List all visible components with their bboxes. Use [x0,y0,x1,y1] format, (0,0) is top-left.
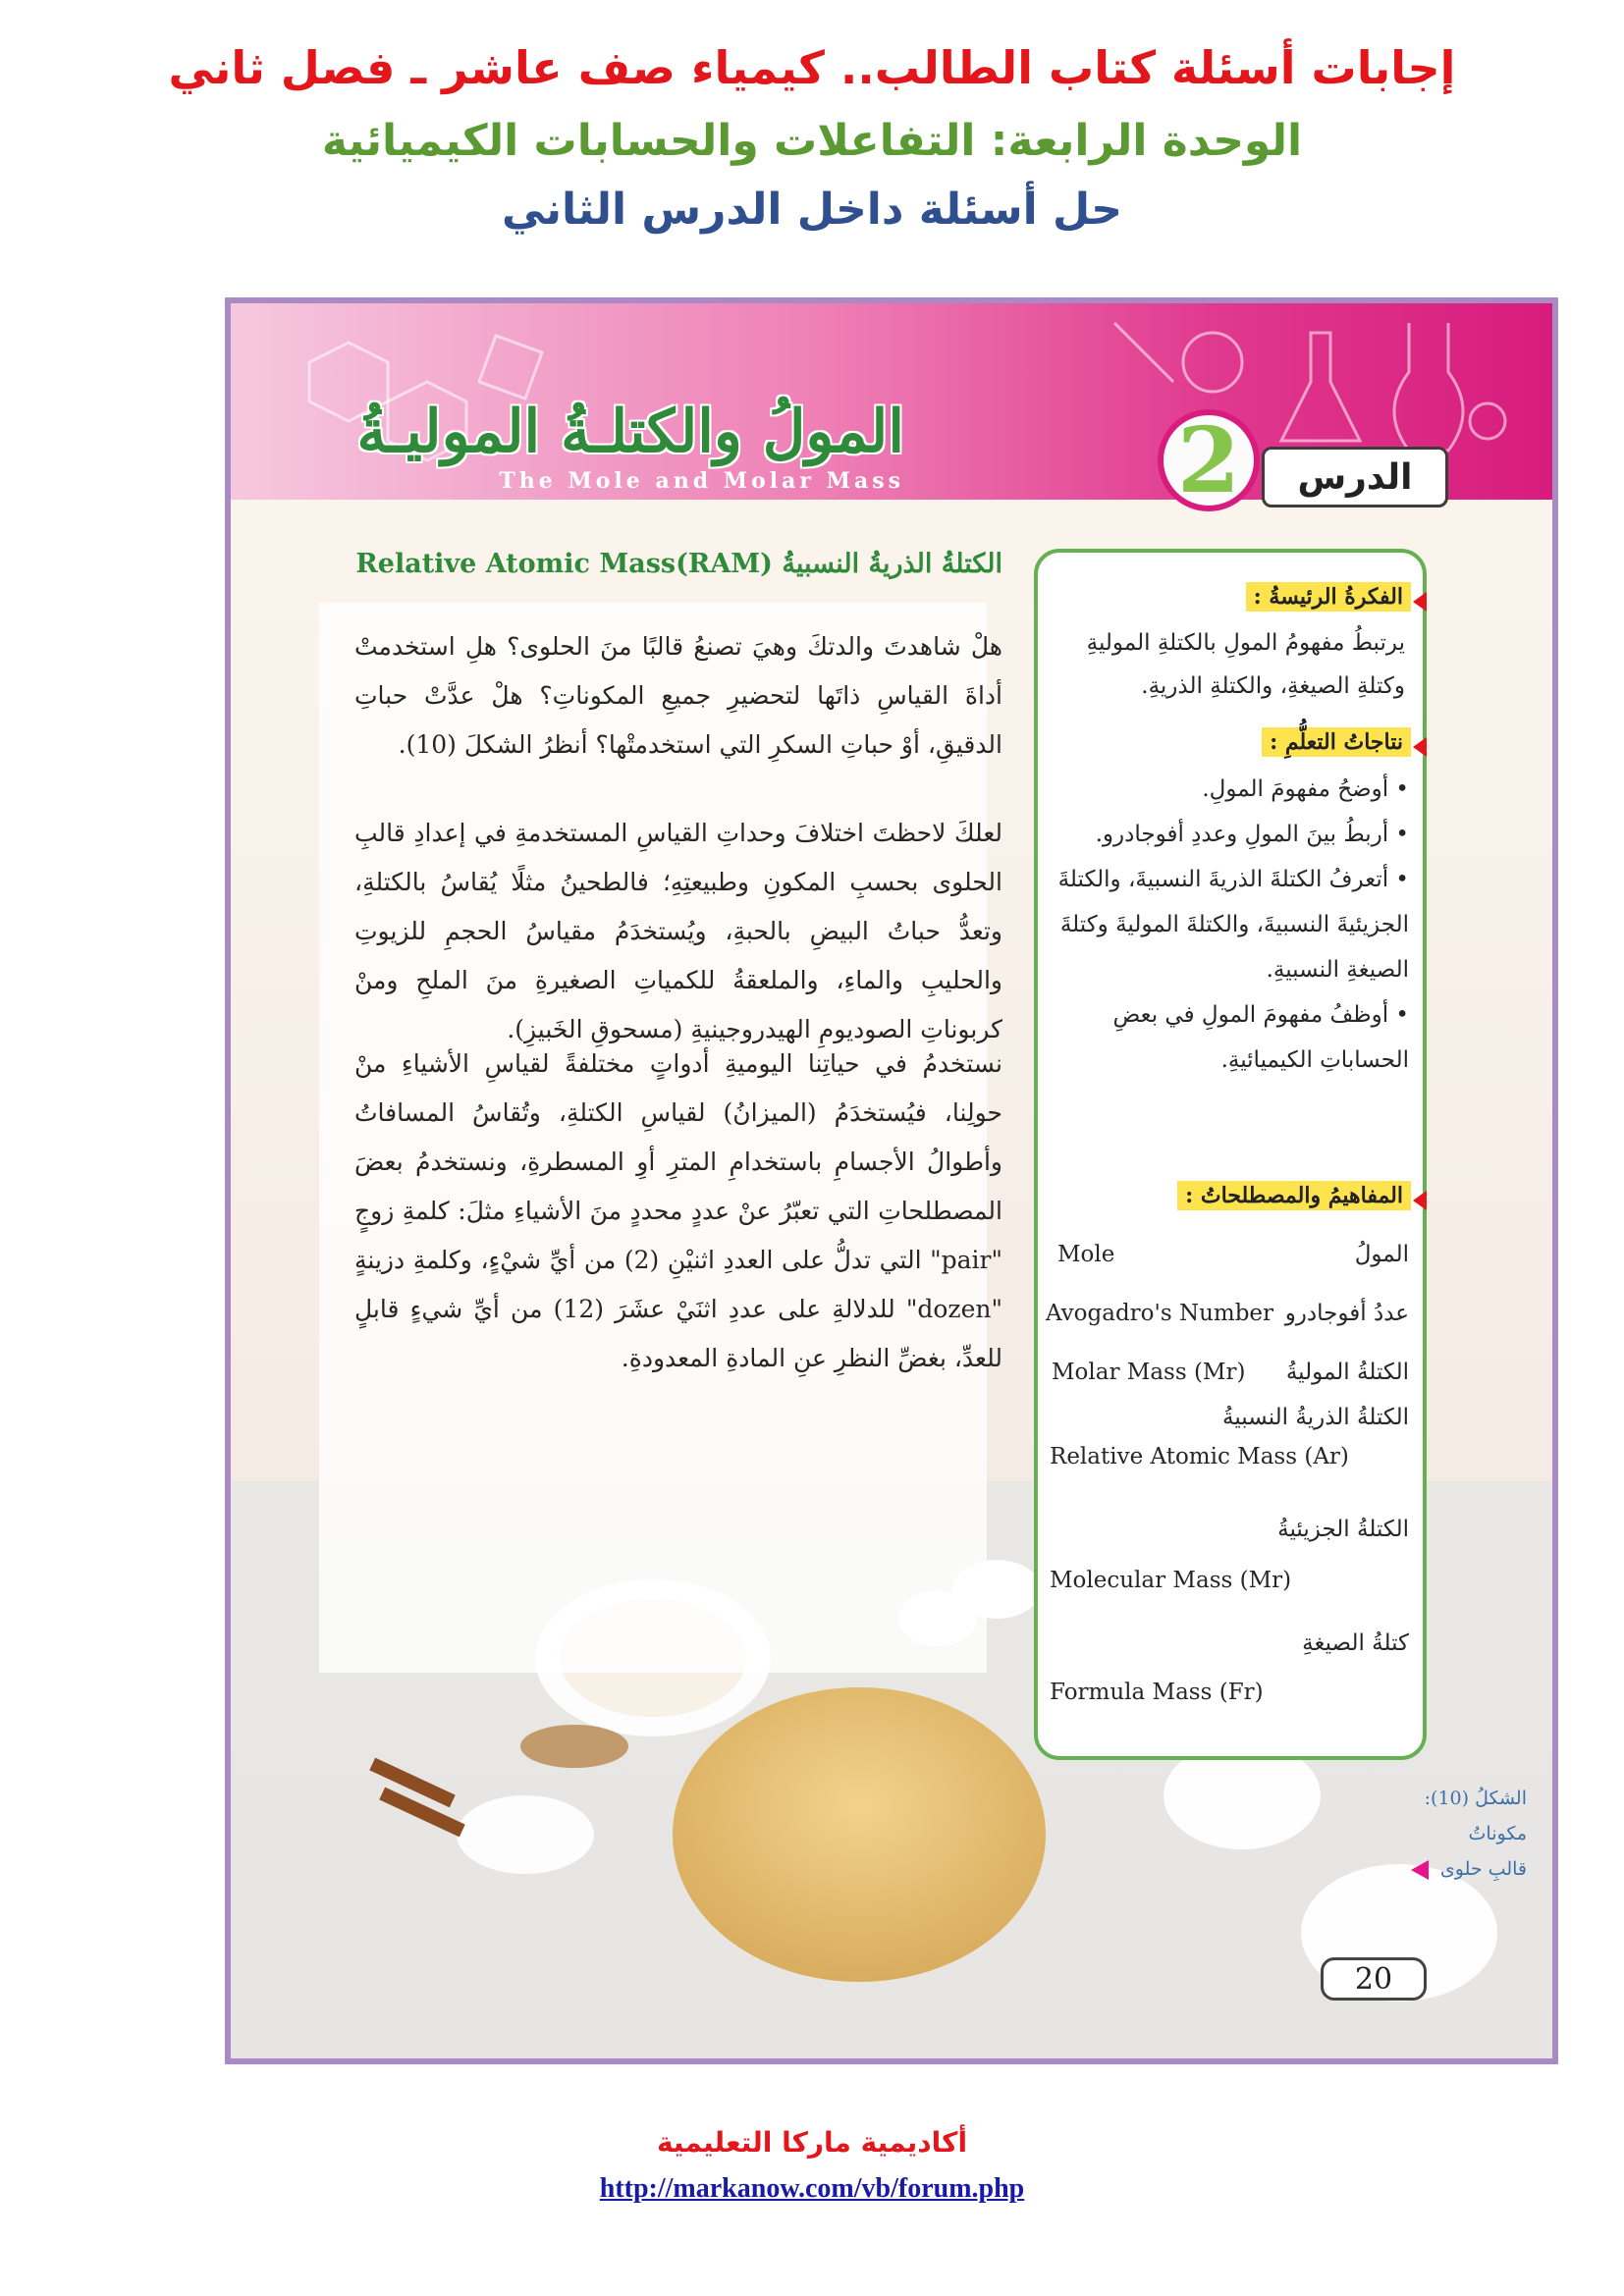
term-en-molecular-mass: Molecular Mass (Mr) [1050,1568,1292,1593]
main-idea-label: الفكرةُ الرئيسةُ : [1246,582,1411,612]
book-page [225,297,1558,2064]
main-idea-text: يرتبطُ مفهومُ المولِ بالكتلةِ الموليةِ وكتلةِ الصيغةِ، والكتلةِ الذريةِ. [1086,630,1405,699]
term-ar-relative-atomic-mass: الكتلةُ الذريةُ النسبيةُ [1222,1405,1409,1430]
figure-caption [1389,1781,1527,1887]
term-ar-formula-mass: كتلةُ الصيغةِ [1302,1630,1409,1656]
paragraph-2: لعلكَ لاحظتَ اختلافَ وحداتِ القياسِ المستخدمةِ في إعدادِ قالبِ الحلوى بحسبِ المكونِ وطبيعتِهِ؛ فالطحينُ مثلًا يُقاسُ بالكتلةِ، وتعدُّ حباتُ البيضِ بالحبةِ، ويُستخدَمُ مقياسُ الحجمِ للزيوتِ والحليبِ والماءِ، والملعقةُ للكمياتِ الصغيرةِ منَ الملحِ ومنْ كربوناتِ الصوديومِ الهيدروجينيةِ (مسحوقِ الخَبيزِ). [354,819,1002,1043]
pointer-arrow-icon [1411,1860,1429,1880]
lesson-title-english: The Mole and Molar Mass [499,468,904,494]
term-ar-molecular-mass: الكتلةُ الجزيئيةُ [1277,1517,1409,1542]
term-ar-molar-mass: الكتلةُ الموليةُ [1285,1360,1409,1385]
header-lesson: حل أسئلة داخل الدرس الثاني [501,185,1123,235]
term-en-mole: Mole [1057,1242,1115,1267]
lesson-number: 2 [1158,409,1260,511]
outcomes-list [1050,767,1409,1083]
term-en-formula-mass: Formula Mass (Fr) [1050,1680,1264,1705]
paragraph-3: نستخدمُ في حياتِنا اليوميةِ أدواتٍ مختلفةً لقياسِ الأشياءِ منْ حولِنا، فيُستخدَمُ (الميزانُ) لقياسِ الكتلةِ، وتُقاسُ المسافاتُ وأطوالُ الأجسامِ باستخدامِ المترِ أوِ المسطرةِ، ونستخدمُ بعضَ المصطلحاتِ التي تعبّرُ عنْ عددٍ محددٍ منَ الأشياءِ مثلَ: كلمةِ زوجٍ "pair" التي تدلُّ على العددِ اثنيْنِ (2) من أيِّ شيْءٍ، وكلمةِ دزينةٍ "dozen" للدلالةِ على عددِ اثنَيْ عشَرَ (12) من أيِّ شيءٍ قابلٍ للعدِّ، بغضِّ النظرِ عنِ المادةِ المعدودةِ. [354,1049,1002,1372]
concepts-label: المفاهيمُ والمصطلحاتُ : [1177,1181,1411,1210]
lesson-label: الدرس [1262,447,1448,507]
header-unit: الوحدة الرابعة: التفاعلات والحسابات الكيميائية [321,116,1303,166]
sidebar-box [1034,549,1427,1760]
outcome-item: • أتعرفُ الكتلةَ الذريةَ النسبيةَ، والكتلةَ الجزيئيةَ النسبيةَ، والكتلةَ الموليةَ وكتلةَ الصيغةِ النسبيةِ. [1050,857,1409,992]
term-en-relative-atomic-mass: Relative Atomic Mass (Ar) [1050,1444,1349,1469]
outcome-item: • أربطُ بينَ المولِ وعددِ أفوجادرو. [1050,812,1409,857]
term-ar-avogadro: عددُ أفوجادرو [1284,1301,1409,1326]
figure-caption-line2: قالبِ حلوى [1439,1858,1527,1880]
figure-caption-line2-wrap [1389,1851,1527,1887]
section-title: الكتلةُ الذريةُ النسبيةُ Relative Atomic Mass(RAM) [355,549,1002,579]
term-en-molar-mass: Molar Mass (Mr) [1052,1360,1246,1385]
page-number: 20 [1321,1957,1427,2001]
outcome-item: • أوظفُ مفهومَ المولِ في بعضِ الحساباتِ الكيميائيةِ. [1050,992,1409,1083]
figure-caption-line1: الشكلُ (10): مكوناتُ [1424,1788,1527,1844]
lesson-title-arabic: المولُ والكتلـةُ الموليـةُ [356,398,904,466]
outcomes-label: نتاجاتُ التعلُّمِ : [1262,727,1411,757]
header-title: إجابات أسئلة كتاب الطالب.. كيمياء صف عاشر ـ فصل ثاني [168,41,1456,94]
footer-org: أكاديمية ماركا التعليمية [656,2126,968,2159]
term-ar-mole: المولُ [1354,1242,1409,1267]
paragraph-1: هلْ شاهدتَ والدتكَ وهيَ تصنعُ قالبًا منَ الحلوى؟ هلِ استخدمتْ أداةَ القياسِ ذاتَها لتحضيرِ جميعِ المكوناتِ؟ هلْ عدَّتْ حباتِ الدقيقِ، أوْ حباتِ السكرِ التي استخدمتْها؟ أنظرُ الشكلَ (10). [354,632,1002,759]
footer-link[interactable]: http://markanow.com/vb/forum.php [599,2173,1025,2204]
term-en-avogadro: Avogadro's Number [1046,1301,1274,1326]
outcome-item: • أوضحُ مفهومَ المولِ. [1050,767,1409,812]
